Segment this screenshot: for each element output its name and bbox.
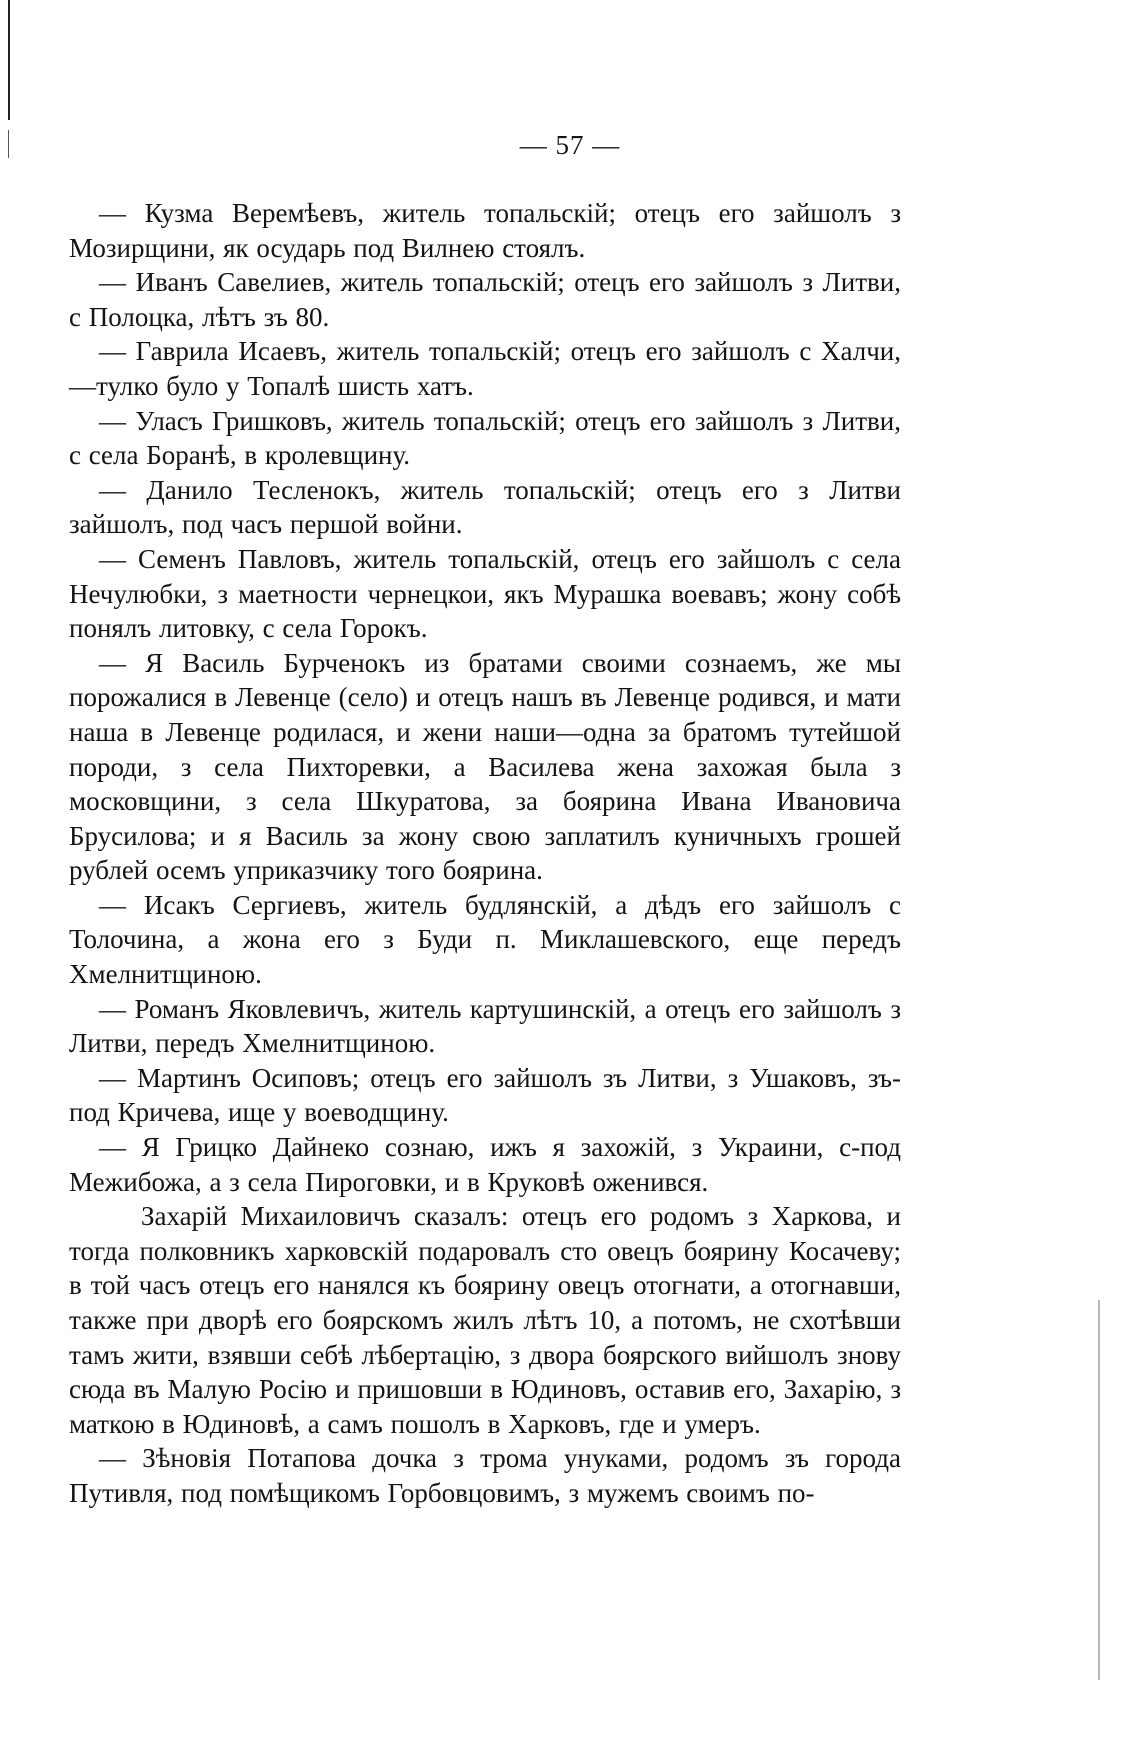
paragraph: — Зѣновія Потапова дочка з трома унуками, родомъ зъ города Путивля, под помѣщикомъ Горбовцовимъ, з мужемъ своимъ по- xyxy=(69,1443,901,1508)
paragraph: — Мартинъ Осиповъ; отецъ его зайшолъ зъ Литви, з Ушаковъ, зъ-под Кричева, ище у воеводщину. xyxy=(69,1062,901,1128)
page-number: — 57 — xyxy=(519,130,621,160)
paragraph: — Я Грицко Дайнеко сознаю, ижъ я захожій, з Украини, с-под Межибожа, а з села Пироговки, и в Круковѣ оженився. xyxy=(69,1132,901,1197)
paragraph: — Иванъ Савелиев, житель топальскій; отецъ его зайшолъ з Литви, с Полоцка, лѣтъ зъ 80. xyxy=(69,267,901,332)
paragraph: — Данило Тесленокъ, житель топальскій; отецъ его з Литви зайшолъ, под часъ першой войни. xyxy=(69,474,901,540)
body-text xyxy=(69,196,901,1511)
paragraph: — Исакъ Сергиевъ, житель будлянскій, а дѣдъ его зайшолъ с Толочина, а жона его з Буди п. Миклашевского, еще передъ Хмелнитщиною. xyxy=(69,889,901,990)
scan-edge-mark xyxy=(8,0,10,120)
paragraph: — Кузма Веремѣевъ, житель топальскій; отецъ его зайшолъ з Мозирщини, як осударь под Вилнею стоялъ. xyxy=(69,198,901,263)
paragraph: — Романъ Яковлевичъ, житель картушинскій, а отецъ его зайшолъ з Литви, передъ Хмелнитщиною. xyxy=(69,993,901,1059)
paragraph: — Гаврила Исаевъ, житель топальскій; отецъ его зайшолъ с Халчи,—тулко було у Топалѣ шисть хатъ. xyxy=(69,336,901,401)
paragraph: — Уласъ Гришковъ, житель топальскій; отецъ его зайшолъ з Литви, с села Боранѣ, в кролевщину. xyxy=(69,405,901,471)
paragraph: — Я Василь Бурченокъ из братами своими сознаемъ, же мы порожалися в Левенце (село) и отецъ нашъ въ Левенце родився, и мати наша в Левенце родилася, и жени наши—одна за братомъ тутейшой породи, з села Пихторевки, а Василева жена захожая была з московщини, з села Шкуратова, за боярина Ивана Ивановича Брусилова; и я Василь за жону свою заплатилъ куничныхъ грошей рублей осемъ уприказчику того боярина. xyxy=(69,647,901,886)
paragraph: — Семенъ Павловъ, житель топальскій, отецъ его зайшолъ с села Нечулюбки, з маетности чернецкои, якъ Мурашка воевавъ; жону собѣ понялъ литовку, с села Горокъ. xyxy=(69,543,901,644)
scan-edge-mark xyxy=(1098,1300,1100,1680)
paragraph: Захарій Михаиловичъ сказалъ: отецъ его родомъ з Харкова, и тогда полковникъ харковскій подаровалъ сто овецъ боярину Косачеву; в той часъ отецъ его нанялся къ боярину овецъ отогнати, а отогнавши, также при дворѣ его боярскомъ жилъ лѣтъ 10, а потомъ, не схотѣвши тамъ жити, взявши себѣ лѣбертацію, з двора боярского вийшолъ знову сюда въ Малую Росію и пришовши в Юдиновъ, оставив его, Захарію, з маткою в Юдиновѣ, а самъ пошолъ в Харковъ, где и умеръ. xyxy=(69,1201,901,1439)
